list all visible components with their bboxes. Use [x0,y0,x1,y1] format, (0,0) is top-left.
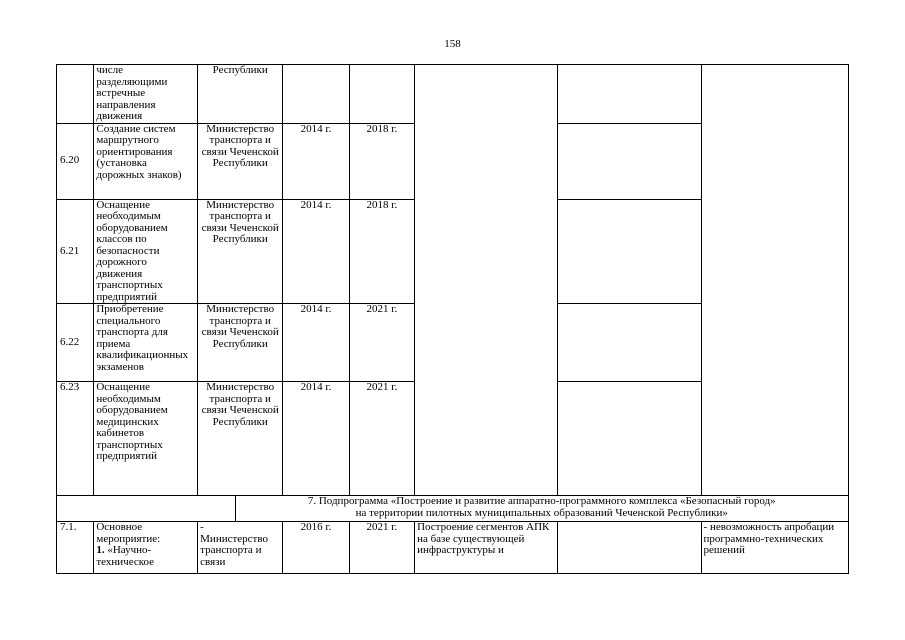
end-cell: 2018 г. [349,123,414,199]
risk-cell-merged [701,65,848,496]
program-table [56,64,849,574]
subprogram-title-line2: на территории пилотных муниципальных образований Чеченской Республики» [355,506,728,519]
risk-cell: - невозможность апробации программно-технических решений [701,522,848,574]
event-text: «Научно-техническое [96,544,155,568]
end-cell: 2018 г. [349,199,414,304]
event-cell [94,522,198,574]
page-number: 158 [444,38,461,50]
indicator-cell [558,123,701,199]
indicator-cell [558,199,701,304]
event-cell: Оснащение необходимым оборудованием медицинских кабинетов транспортных предприятий [94,382,198,496]
executor-text: Министерство транспорта и связи [200,532,268,568]
row-number [57,65,94,124]
start-cell [283,65,349,124]
executor-cell: Министерство транспорта и связи Чеченской Республики [198,199,283,304]
result-cell: Построение сегментов АПК на базе существующей инфраструктуры и [415,522,558,574]
end-cell: 2021 г. [349,382,414,496]
indicator-cell [558,382,701,496]
executor-cell: Министерство транспорта и связи Чеченской Республики [198,304,283,382]
result-cell-merged [415,65,558,496]
table-row [57,65,849,124]
executor-cell: Министерство транспорта и связи Чеченской Республики [198,382,283,496]
end-cell: 2021 г. [349,522,414,574]
start-cell: 2014 г. [283,199,349,304]
end-cell [349,65,414,124]
event-cell: числе разделяющими встречные направления движения [94,65,198,124]
start-cell: 2016 г. [283,522,349,574]
start-cell: 2014 г. [283,123,349,199]
indicator-cell [558,522,701,574]
event-cell: Создание систем маршрутного ориентирования (установка дорожных знаков) [94,123,198,199]
event-cell: Оснащение необходимым оборудованием классов по безопасности дорожного движения транспортных предприятий [94,199,198,304]
event-label: Основное мероприятие: [96,521,161,545]
executor-dash: - [200,521,204,533]
event-cell: Приобретение специального транспорта для приема квалификационных экзаменов [94,304,198,382]
table-row [57,522,849,574]
subprogram-title-line1: 7. Подпрограмма «Построение и развитие аппаратно-программного комплекса «Безопасный город» [307,495,776,507]
row-number: 6.23 [57,382,94,496]
start-cell: 2014 г. [283,382,349,496]
executor-cell: Республики [198,65,283,124]
row-number: 6.21 [57,199,94,304]
subprogram-row [57,496,849,522]
row-number: 6.20 [57,123,94,199]
event-number: 1. [96,544,105,556]
row-number: 7.1. [57,522,94,574]
indicator-cell [558,65,701,124]
executor-cell [198,522,283,574]
subprogram-empty-cell [57,496,236,522]
end-cell: 2021 г. [349,304,414,382]
subprogram-title [235,496,848,522]
executor-cell: Министерство транспорта и связи Чеченской Республики [198,123,283,199]
indicator-cell [558,304,701,382]
start-cell: 2014 г. [283,304,349,382]
row-number: 6.22 [57,304,94,382]
